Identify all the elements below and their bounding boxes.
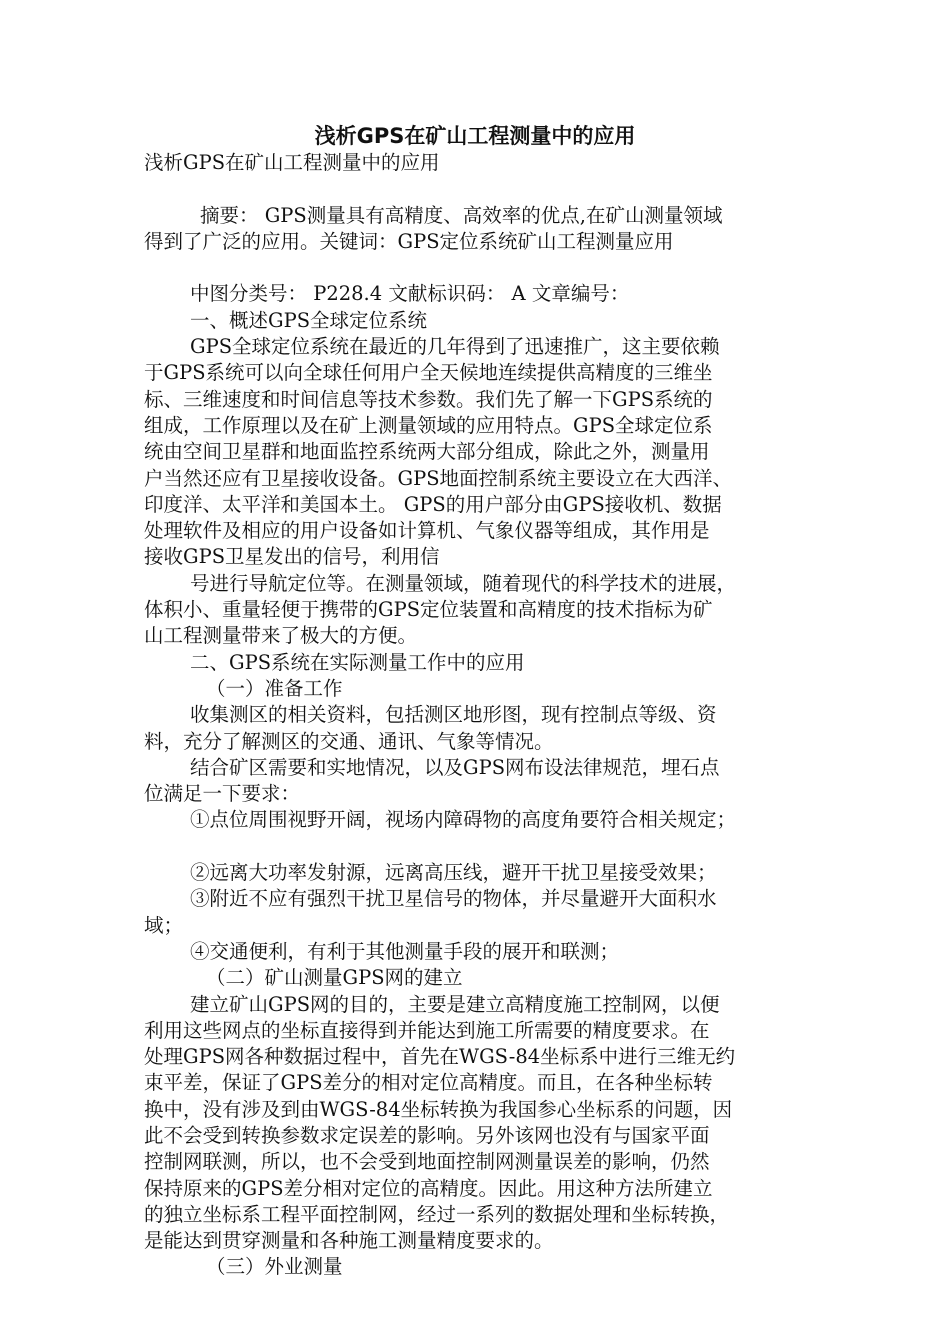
paragraph-line: 束平差，保证了GPS差分的相对定位高精度。而且，在各种坐标转 bbox=[144, 1071, 713, 1095]
paragraph-line: 的独立坐标系工程平面控制网，经过一系列的数据处理和坐标转换， bbox=[144, 1202, 730, 1226]
paragraph-line: 建立矿山GPS网的目的，主要是建立高精度施工控制网，以便 bbox=[190, 992, 720, 1016]
paragraph-line: 处理GPS网各种数据过程中，首先在WGS-84坐标系中进行三维无约 bbox=[144, 1045, 736, 1069]
paragraph-line: 号进行导航定位等。在测量领域，随着现代的科学技术的进展， bbox=[190, 571, 737, 595]
classification-line: 中图分类号： P228.4 文献标识码： A 文章编号： bbox=[190, 282, 630, 306]
abstract-line: 得到了广泛的应用。关键词：GPS定位系统矿山工程测量应用 bbox=[144, 229, 674, 253]
blank-line bbox=[144, 255, 804, 281]
list-item: ③附近不应有强烈干扰卫星信号的物体，并尽量避开大面积水 bbox=[190, 887, 717, 911]
subsection-heading: （一）准备工作 bbox=[206, 676, 343, 700]
document-title: 浅析GPS在矿山工程测量中的应用 bbox=[314, 124, 636, 148]
paragraph-line: 标、三维速度和时间信息等技术参数。我们先了解一下GPS系统的 bbox=[144, 387, 713, 411]
paragraph-line: 结合矿区需要和实地情况，以及GPS网布设法律规范，埋石点 bbox=[190, 755, 720, 779]
paragraph-line: 收集测区的相关资料，包括测区地形图，现有控制点等级、资 bbox=[190, 703, 717, 727]
paragraph-line: 位满足一下要求： bbox=[144, 782, 301, 806]
paragraph-line: 保持原来的GPS差分相对定位的高精度。因此。用这种方法所建立 bbox=[144, 1176, 713, 1200]
list-item: ④交通便利，有利于其他测量手段的展开和联测； bbox=[190, 939, 620, 963]
blank-line bbox=[144, 176, 804, 202]
paragraph-line: 控制网联测，所以，也不会受到地面控制网测量误差的影响，仍然 bbox=[144, 1150, 710, 1174]
paragraph-line: 是能达到贯穿测量和各种施工测量精度要求的。 bbox=[144, 1229, 554, 1253]
abstract-line: 摘要： GPS测量具有高精度、高效率的优点,在矿山测量领域 bbox=[200, 203, 723, 227]
subtitle-line: 浅析GPS在矿山工程测量中的应用 bbox=[144, 151, 440, 174]
paragraph-line: 于GPS系统可以向全球任何用户全天候地连续提供高精度的三维坐 bbox=[144, 361, 713, 385]
paragraph-line: 接收GPS卫星发出的信号，利用信 bbox=[144, 545, 440, 569]
paragraph-line: 体积小、重量轻便于携带的GPS定位装置和高精度的技术指标为矿 bbox=[144, 598, 713, 622]
paragraph-line: 印度洋、太平洋和美国本土。 GPS的用户部分由GPS接收机、数据 bbox=[144, 492, 722, 516]
list-item: ①点位周围视野开阔，视场内障碍物的高度角要符合相关规定； bbox=[190, 808, 737, 832]
subsection-heading: （三）外业测量 bbox=[206, 1255, 343, 1279]
document-body bbox=[144, 150, 804, 1281]
paragraph-line: 换中，没有涉及到由WGS-84坐标转换为我国参心坐标系的问题，因 bbox=[144, 1097, 733, 1121]
blank-line bbox=[144, 834, 804, 860]
section-heading: 二、GPS系统在实际测量工作中的应用 bbox=[190, 650, 525, 674]
paragraph-line: 此不会受到转换参数求定误差的影响。另外该网也没有与国家平面 bbox=[144, 1123, 710, 1147]
section-heading: 一、概述GPS全球定位系统 bbox=[190, 308, 428, 332]
paragraph-line: 利用这些网点的坐标直接得到并能达到施工所需要的精度要求。在 bbox=[144, 1018, 710, 1042]
paragraph-line: GPS全球定位系统在最近的几年得到了迅速推广，这主要依赖 bbox=[190, 335, 720, 359]
paragraph-line: 组成，工作原理以及在矿上测量领域的应用特点。GPS全球定位系 bbox=[144, 413, 713, 437]
paragraph-line: 料，充分了解测区的交通、通讯、气象等情况。 bbox=[144, 729, 554, 753]
list-item: ②远离大功率发射源，远离高压线，避开干扰卫星接受效果； bbox=[190, 861, 717, 885]
paragraph-line: 户当然还应有卫星接收设备。GPS地面控制系统主要设立在大西洋、 bbox=[144, 466, 733, 490]
list-item: 域； bbox=[144, 913, 184, 937]
paragraph-line: 山工程测量带来了极大的方便。 bbox=[144, 624, 418, 648]
paragraph-line: 统由空间卫星群和地面监控系统两大部分组成，除此之外，测量用 bbox=[144, 440, 710, 464]
subsection-heading: （二）矿山测量GPS网的建立 bbox=[206, 966, 463, 990]
paragraph-line: 处理软件及相应的用户设备如计算机、气象仪器等组成，其作用是 bbox=[144, 519, 710, 543]
